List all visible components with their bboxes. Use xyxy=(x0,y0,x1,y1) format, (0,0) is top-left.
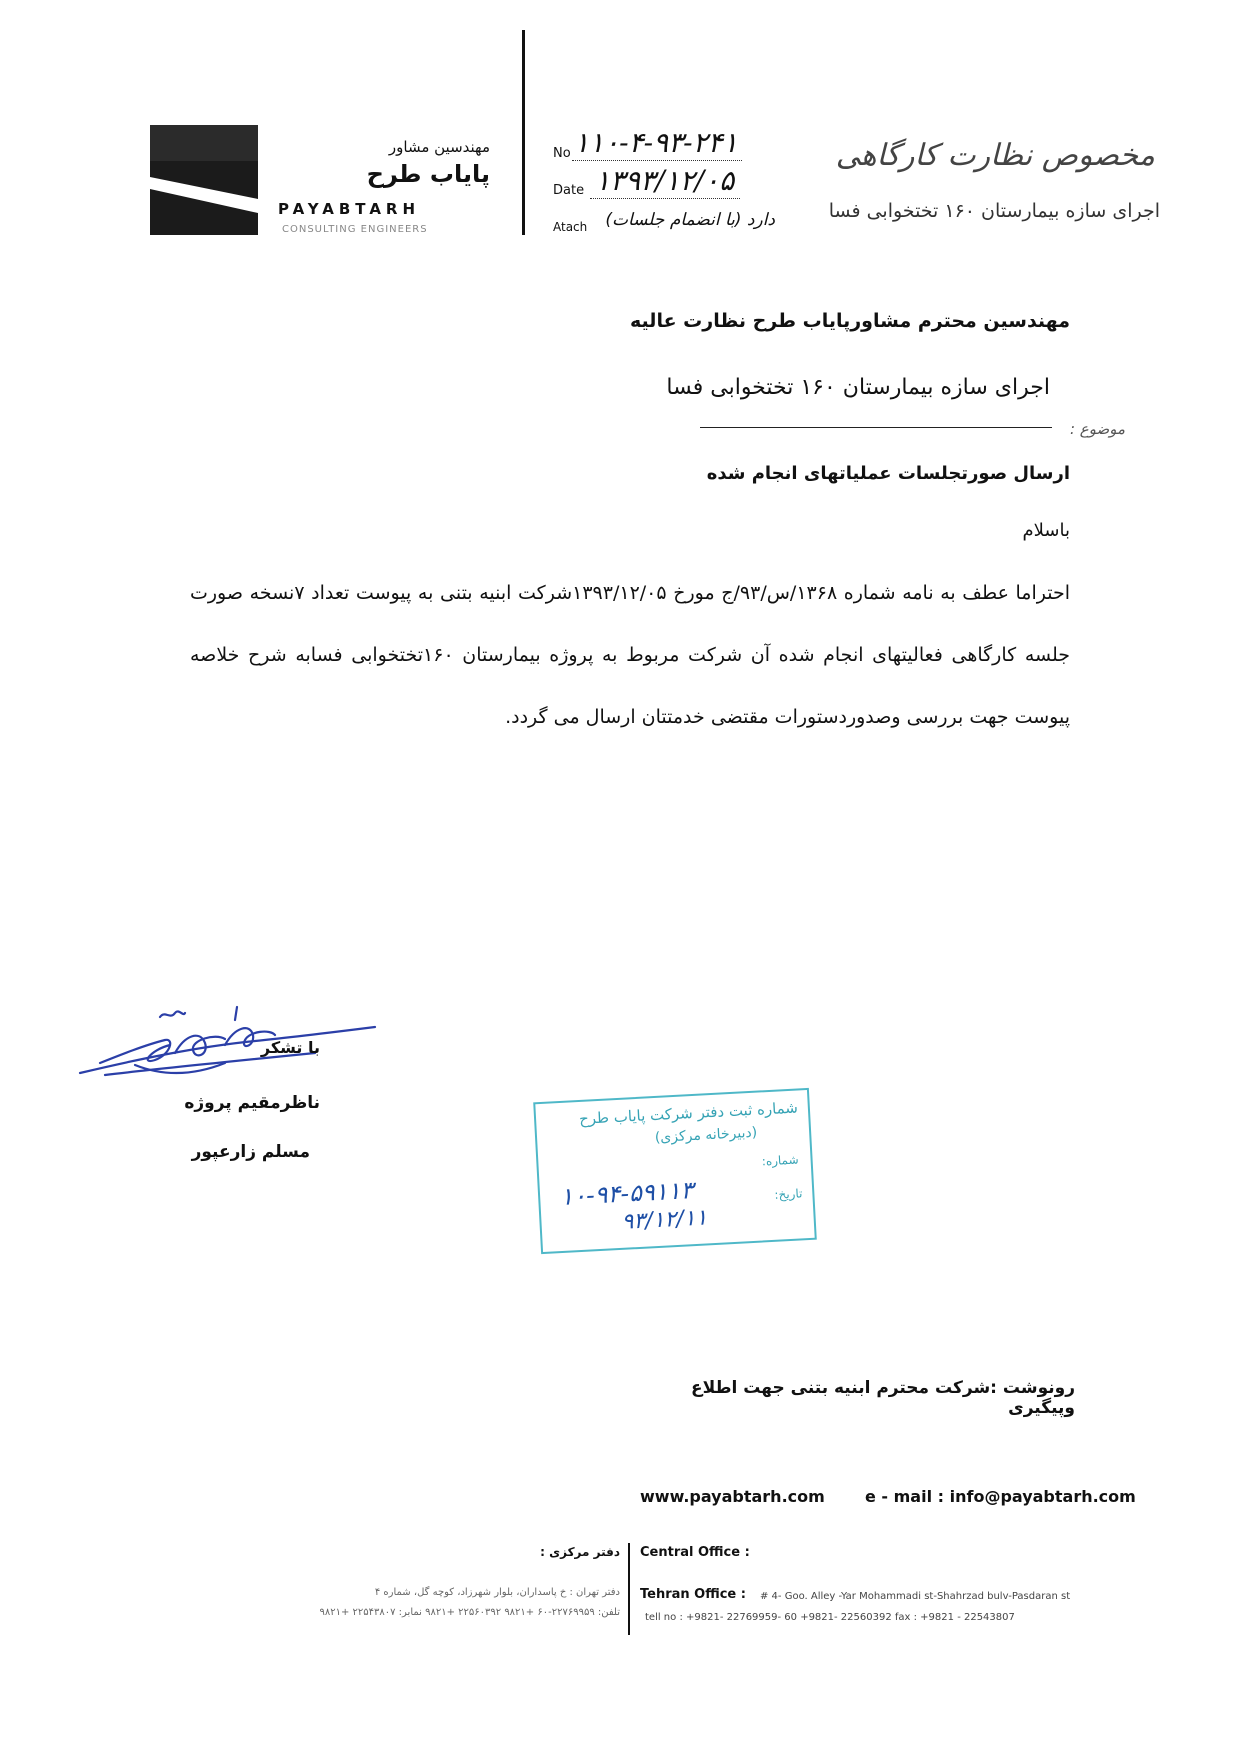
central-office-label-fa: دفتر مرکزی : xyxy=(540,1545,620,1559)
subject-project: اجرای سازه بیمارستان ۱۶۰ تختخوابی فسا xyxy=(666,375,1050,400)
tehran-office-label: Tehran Office : xyxy=(640,1587,746,1602)
central-office-label-en: Central Office : xyxy=(640,1545,750,1560)
stamp-date: ۹۳/۱۲/۱۱ xyxy=(620,1205,708,1235)
company-name-fa-small: مهندسین مشاور xyxy=(388,138,490,156)
company-name-en: PAYABTARH xyxy=(278,200,421,218)
stamp-title: شماره ثبت دفتر شرکت پایاب طرح xyxy=(578,1098,799,1128)
footer-phone-fax: tell no : +9821- 22769959- 60 +9821- 22560392 fax : +9821 - 22543807 xyxy=(645,1612,1015,1623)
stamp-number: ۱۰-۹۴-۵۹۱۱۳ xyxy=(559,1176,695,1212)
registration-stamp xyxy=(533,1088,817,1254)
website-link[interactable]: www.payabtarh.com xyxy=(640,1487,825,1506)
email-link[interactable]: e - mail : info@payabtarh.com xyxy=(865,1487,1136,1506)
footer-divider xyxy=(628,1543,630,1635)
letter-body: احتراما عطف به نامه شماره ۱۳۶۸/س/۹۳/ج مورخ ۱۳۹۳/۱۲/۰۵شرکت ابنیه بتنی به پیوست تعداد ۷نسخه صورت جلسه کارگاهی فعالیتهای انجام شده آن شرکت مربوط به پروژه بیمارستان ۱۶۰تختخوابی فسابه شرح خلاصه پیوست جهت بررسی وصدوردستورات مقتضی خدمتتان ارسال می گردد. xyxy=(190,582,1070,728)
attachment-label: Atach xyxy=(553,220,588,234)
signature-title: ناظرمقیم پروژه xyxy=(184,1093,320,1113)
header-project-line: اجرای سازه بیمارستان ۱۶۰ تختخوابی فسا xyxy=(828,200,1160,222)
stamp-number-label: شماره: xyxy=(761,1152,799,1169)
letter-number-label: No xyxy=(553,146,571,161)
subject-label: موضوع : xyxy=(1069,420,1125,438)
site-supervision-watermark: مخصوص نظارت کارگاهی xyxy=(835,138,1155,173)
signature-name: مسلم زارعپور xyxy=(191,1142,310,1162)
letter-date: ۱۳۹۳/۱۲/۰۵ xyxy=(595,164,735,197)
stamp-subtitle: (دبیرخانه مرکزی) xyxy=(654,1124,758,1146)
attachment-value: دارد (با انضمام جلسات) xyxy=(605,210,775,230)
addressee: مهندسین محترم مشاورپایاب طرح نظارت عالیه xyxy=(630,310,1070,332)
subject-underline xyxy=(700,427,1052,428)
header-divider xyxy=(522,30,525,235)
greeting: باسلام xyxy=(1022,520,1070,541)
company-subtitle: CONSULTING ENGINEERS xyxy=(282,224,428,235)
letter-number: ۱۱۰-۴-۹۳-۲۴۱ xyxy=(574,126,738,159)
tehran-office-address: # 4- Goo. Alley -Yar Mohammadi st-Shahrzad bulv-Pasdaran st xyxy=(760,1591,1071,1602)
footer-phone-fa: تلفن: ۲۲۷۶۹۹۵۹-۶۰ +۹۸۲۱ ۲۲۵۶۰۳۹۲ +۹۸۲۱ نمابر: ۲۲۵۴۳۸۰۷ +۹۸۲۱ xyxy=(319,1607,620,1618)
letter-number-line xyxy=(572,160,742,161)
handwritten-signature xyxy=(75,1005,385,1099)
letter-date-label: Date xyxy=(553,183,585,198)
tehran-office-address-fa: دفتر تهران : خ پاسداران، بلوار شهرزاد، کوچه گل، شماره ۴ xyxy=(374,1587,620,1598)
company-name-fa: پایاب طرح xyxy=(366,160,490,188)
letter-date-line xyxy=(590,198,740,199)
subject-title: ارسال صورتجلسات عملیاتهای انجام شده xyxy=(706,463,1070,484)
carbon-copy: رونوشت :شرکت محترم ابنیه بتنی جهت اطلاع وپیگیری xyxy=(690,1378,1075,1418)
company-logo xyxy=(150,125,258,235)
stamp-date-label: تاریخ: xyxy=(774,1186,803,1202)
signature-thanks: با تشکر xyxy=(260,1038,320,1057)
